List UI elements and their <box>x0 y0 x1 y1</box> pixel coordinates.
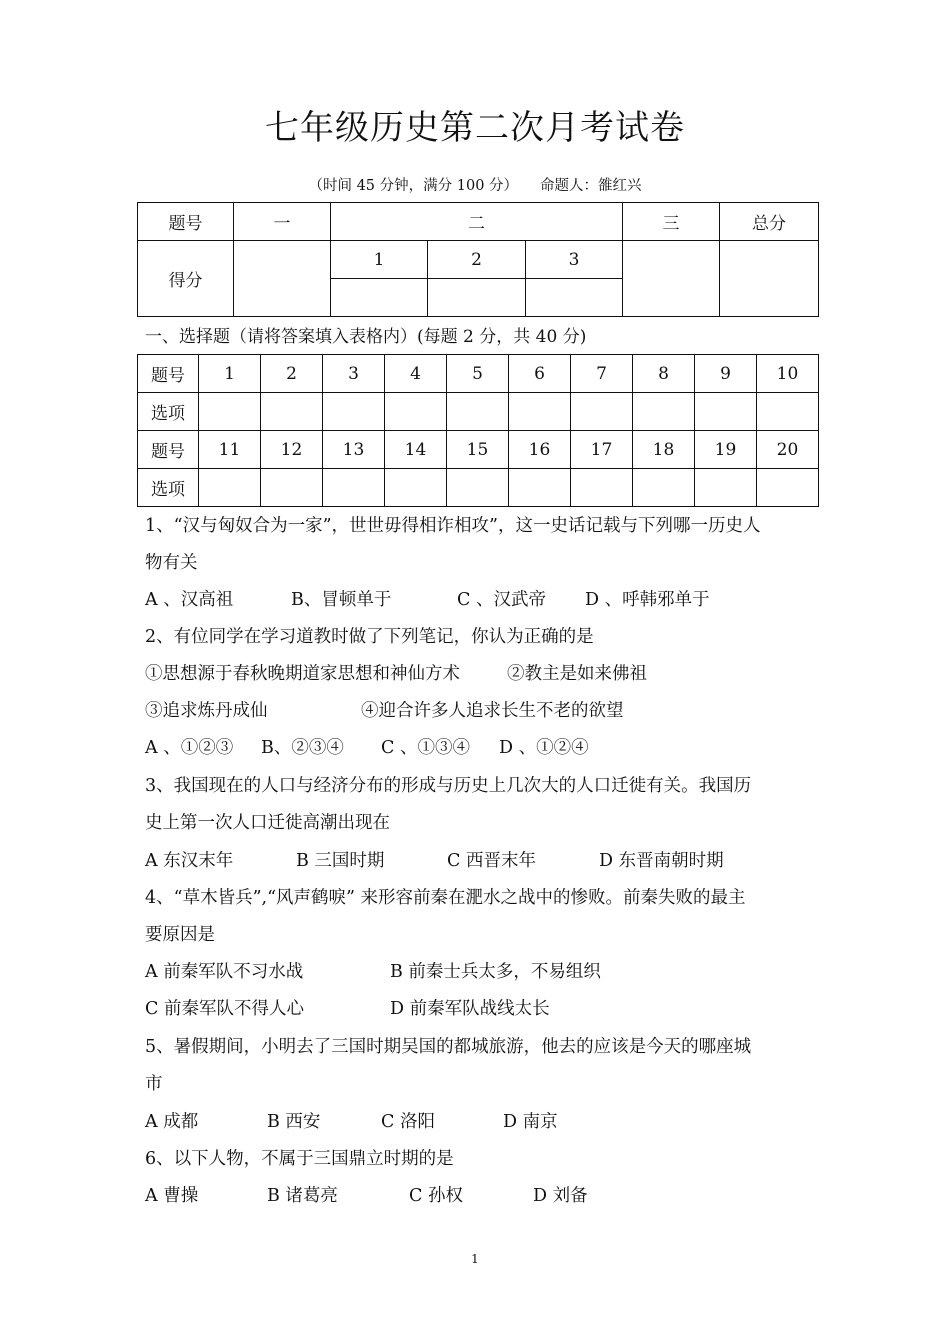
answer-cell[interactable] <box>199 393 261 431</box>
answer-cell[interactable] <box>385 393 447 431</box>
score-header-number: 题号 <box>138 203 234 241</box>
option-b: B、②③④ <box>261 738 344 758</box>
question-1-text: 1、“汉与匈奴合为一家”，世世毋得相诈相攻”，这一史话记载与下列哪一历史人 <box>145 516 761 536</box>
option-d: D 、呼韩邪单于 <box>585 590 710 610</box>
answer-cell[interactable] <box>261 469 323 507</box>
answer-number: 9 <box>695 355 757 393</box>
answer-label-number: 题号 <box>138 355 199 393</box>
exam-time-info: （时间 45 分钟，满分 100 分） <box>308 178 519 194</box>
answer-number: 12 <box>261 431 323 469</box>
answer-number: 1 <box>199 355 261 393</box>
option-a: A 、①②③ <box>145 738 234 758</box>
score-cell-part1 <box>234 241 331 317</box>
question-4-options-1 <box>145 962 601 982</box>
note-3: ③追求炼丹成仙 <box>145 701 268 721</box>
score-cell-total <box>720 241 819 317</box>
option-d: D 前秦军队战线太长 <box>390 999 550 1019</box>
score-cell-part3 <box>623 241 720 317</box>
option-a: A 东汉末年 <box>145 851 234 871</box>
option-d: D 、①②④ <box>499 738 589 758</box>
question-3-text: 3、我国现在的人口与经济分布的形成与历史上几次大的人口迁徙有关。我国历 <box>145 776 752 796</box>
answer-label-option: 选项 <box>138 469 199 507</box>
option-c: C 、汉武帝 <box>457 590 546 610</box>
option-a: A 、汉高祖 <box>145 590 234 610</box>
score-header-part1: 一 <box>234 203 331 241</box>
question-6-text: 6、以下人物，不属于三国鼎立时期的是 <box>145 1149 454 1169</box>
answer-number: 18 <box>633 431 695 469</box>
option-c: C 西晋末年 <box>447 851 536 871</box>
score-sub-3: 3 <box>526 241 623 279</box>
option-a: A 成都 <box>145 1112 199 1132</box>
answer-cell[interactable] <box>695 393 757 431</box>
score-row-label: 得分 <box>138 241 234 317</box>
question-5-text: 5、暑假期间，小明去了三国时期吴国的都城旅游，他去的应该是今天的哪座城 <box>145 1037 752 1057</box>
answer-cell[interactable] <box>323 469 385 507</box>
page-number: 1 <box>471 1252 479 1266</box>
note-1: ①思想源于春秋晚期道家思想和神仙方术 <box>145 664 460 684</box>
answer-number: 4 <box>385 355 447 393</box>
answer-row-numbers-2 <box>138 431 819 469</box>
note-2: ②教主是如来佛祖 <box>507 664 647 684</box>
score-header-total: 总分 <box>720 203 819 241</box>
question-6-options <box>145 1186 588 1206</box>
answer-number: 14 <box>385 431 447 469</box>
answer-table <box>137 354 819 507</box>
option-c: C 孙权 <box>409 1186 463 1206</box>
section1-heading: 一、选择题（请将答案填入表格内）(每题 2 分，共 40 分) <box>145 327 587 347</box>
score-header-part2: 二 <box>331 203 623 241</box>
answer-cell[interactable] <box>633 469 695 507</box>
question-5-text-cont: 市 <box>145 1074 163 1094</box>
option-d: D 东晋南朝时期 <box>599 851 724 871</box>
answer-label-option: 选项 <box>138 393 199 431</box>
question-2-notes-1 <box>145 664 647 684</box>
answer-cell[interactable] <box>447 469 509 507</box>
question-4-options-2 <box>145 999 550 1019</box>
answer-number: 2 <box>261 355 323 393</box>
option-b: B 诸葛亮 <box>267 1186 338 1206</box>
question-1-text-cont: 物有关 <box>145 553 198 573</box>
option-a: A 前秦军队不习水战 <box>145 962 304 982</box>
option-b: B 西安 <box>267 1112 321 1132</box>
score-sub-2: 2 <box>428 241 526 279</box>
option-b: B 三国时期 <box>296 851 385 871</box>
answer-number: 13 <box>323 431 385 469</box>
question-5-options <box>145 1112 558 1132</box>
answer-cell[interactable] <box>633 393 695 431</box>
exam-title: 七年级历史第二次月考试卷 <box>265 108 685 148</box>
option-a: A 曹操 <box>145 1186 199 1206</box>
answer-cell[interactable] <box>323 393 385 431</box>
question-1-options <box>145 590 710 610</box>
answer-row-numbers-1 <box>138 355 819 393</box>
answer-cell[interactable] <box>447 393 509 431</box>
answer-label-number: 题号 <box>138 431 199 469</box>
score-sub-3-value <box>526 279 623 317</box>
answer-number: 15 <box>447 431 509 469</box>
answer-number: 3 <box>323 355 385 393</box>
score-header-part3: 三 <box>623 203 720 241</box>
answer-cell[interactable] <box>385 469 447 507</box>
option-d: D 南京 <box>503 1112 558 1132</box>
option-d: D 刘备 <box>533 1186 588 1206</box>
answer-number: 6 <box>509 355 571 393</box>
answer-row-options-2 <box>138 469 819 507</box>
answer-number: 20 <box>757 431 819 469</box>
answer-cell[interactable] <box>571 393 633 431</box>
question-4-text-cont: 要原因是 <box>145 925 215 945</box>
option-b: B 前秦士兵太多，不易组织 <box>390 962 601 982</box>
answer-number: 10 <box>757 355 819 393</box>
score-sub-1: 1 <box>331 241 428 279</box>
exam-author: 命题人：雒红兴 <box>540 178 642 194</box>
exam-subtitle <box>0 174 950 195</box>
score-sub-1-value <box>331 279 428 317</box>
question-3-text-cont: 史上第一次人口迁徙高潮出现在 <box>145 813 390 833</box>
answer-cell[interactable] <box>571 469 633 507</box>
question-2-options <box>145 738 589 758</box>
score-sub-2-value <box>428 279 526 317</box>
note-4: ④迎合许多人追求长生不老的欲望 <box>361 701 624 721</box>
answer-cell[interactable] <box>261 393 323 431</box>
option-c: C 前秦军队不得人心 <box>145 999 304 1019</box>
answer-number: 19 <box>695 431 757 469</box>
answer-cell[interactable] <box>757 393 819 431</box>
option-c: C 、①③④ <box>381 738 470 758</box>
option-c: C 洛阳 <box>381 1112 435 1132</box>
answer-number: 8 <box>633 355 695 393</box>
answer-number: 7 <box>571 355 633 393</box>
question-4-text: 4、“草木皆兵”,“风声鹤唳” 来形容前秦在淝水之战中的惨败。前秦失败的最主 <box>145 888 746 908</box>
score-table <box>137 202 819 317</box>
answer-number: 11 <box>199 431 261 469</box>
answer-cell[interactable] <box>509 393 571 431</box>
answer-cell[interactable] <box>757 469 819 507</box>
question-3-options <box>145 851 724 871</box>
answer-cell[interactable] <box>509 469 571 507</box>
answer-number: 16 <box>509 431 571 469</box>
question-2-notes-2 <box>145 701 624 721</box>
answer-row-options-1 <box>138 393 819 431</box>
question-2-text: 2、有位同学在学习道教时做了下列笔记，你认为正确的是 <box>145 627 594 647</box>
answer-number: 17 <box>571 431 633 469</box>
option-b: B、冒顿单于 <box>291 590 392 610</box>
answer-cell[interactable] <box>199 469 261 507</box>
answer-cell[interactable] <box>695 469 757 507</box>
answer-number: 5 <box>447 355 509 393</box>
